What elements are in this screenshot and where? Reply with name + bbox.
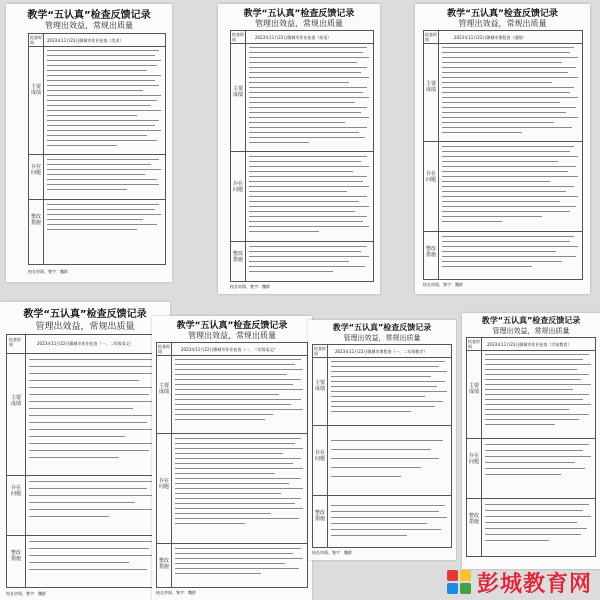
- doc-footer: 校长审阅、签字：魏群: [312, 550, 352, 555]
- doc-table: [312, 344, 452, 548]
- doc-title: 教学“五认真”检查反馈记录: [332, 323, 432, 332]
- section-label-achievements: 主要成绩: [11, 395, 22, 407]
- table-header: 2023年11月22日聊城市作业检查（一、二年级语文）: [181, 347, 278, 352]
- col-header: 检查时间: [9, 337, 21, 347]
- doc-title: 教学“五认真”检查反馈记录: [447, 9, 558, 19]
- document-1: [6, 4, 172, 282]
- table-header: 2023年11月22日聊城市作业检查（学前教育）: [487, 342, 572, 347]
- watermark-text: 彭城教育网: [477, 572, 593, 597]
- table-header: 2023年11月22日聊城市课程查（一、二年级数学）: [335, 349, 428, 354]
- doc-subtitle: 管理出效益，常规出质量: [45, 21, 133, 30]
- document-4: [0, 302, 170, 600]
- doc-title: 教学“五认真”检查反馈记录: [176, 321, 288, 331]
- pengcheng-logo-icon: [447, 570, 473, 596]
- doc-subtitle: 管理出效益，常规出质量: [343, 334, 421, 342]
- col-header: 检查时间: [232, 32, 244, 42]
- section-label-measures: 整改措施: [233, 251, 244, 263]
- doc-table: [423, 30, 583, 280]
- doc-title: 教学“五认真”检查反馈记录: [27, 10, 151, 21]
- section-label-problems: 存在问题: [469, 453, 480, 465]
- col-header: 检查时间: [30, 35, 42, 45]
- col-header: 检查时间: [468, 339, 480, 349]
- doc-table: [156, 342, 308, 588]
- table-header: 2023年11月22日聊城市作业检查（英语）: [255, 35, 332, 40]
- doc-title: 教学“五认真”检查反馈记录: [243, 9, 355, 19]
- document-5: [152, 316, 312, 600]
- section-label-measures: 整改措施: [11, 550, 22, 562]
- doc-table: [28, 33, 166, 265]
- table-header: 2023年11月22日聊城市课程查（道路）: [454, 35, 527, 40]
- document-6: [308, 320, 456, 560]
- doc-table: [466, 337, 596, 557]
- doc-footer: 校长审阅、签字：魏群: [156, 590, 196, 595]
- section-label-measures: 整改措施: [31, 214, 42, 226]
- section-label-achievements: 主要成绩: [31, 84, 42, 96]
- doc-footer: 校长审阅、签字：魏群: [28, 269, 68, 274]
- doc-table: [6, 334, 164, 588]
- section-label-measures: 整改措施: [159, 558, 170, 570]
- section-label-problems: 存在问题: [315, 450, 326, 462]
- doc-title: 教学“五认真”检查反馈记录: [481, 316, 581, 325]
- section-label-problems: 存在问题: [31, 164, 42, 176]
- doc-footer: 校长审阅、签字：魏群: [6, 591, 46, 596]
- doc-subtitle: 管理出效益，常规出质量: [255, 19, 343, 28]
- section-label-measures: 整改措施: [469, 513, 480, 525]
- doc-table: [230, 30, 374, 282]
- doc-title: 教学“五认真”检查反馈记录: [23, 309, 147, 320]
- table-header: 2023年11月22日聊城市作业检查（一、二年级语文）: [37, 341, 134, 346]
- section-label-problems: 存在问题: [159, 478, 170, 490]
- col-header: 检查时间: [158, 344, 170, 354]
- doc-footer: 校长审阅、签字：魏群: [230, 284, 270, 289]
- doc-subtitle: 管理出效益，常规出质量: [492, 327, 570, 335]
- doc-subtitle: 管理出效益，常规出质量: [458, 19, 547, 28]
- site-watermark: [447, 565, 600, 600]
- document-7: [462, 313, 600, 569]
- section-label-problems: 存在问题: [426, 171, 437, 183]
- col-header: 检查时间: [314, 346, 326, 356]
- section-label-measures: 整改措施: [315, 510, 326, 522]
- doc-footer: 校长审阅、签字：魏群: [423, 282, 463, 287]
- section-label-achievements: 主要成绩: [233, 86, 244, 98]
- section-label-problems: 存在问题: [233, 181, 244, 193]
- document-3: [415, 4, 590, 294]
- document-2: [218, 4, 380, 294]
- section-label-measures: 整改措施: [426, 246, 437, 258]
- doc-subtitle: 管理出效益，常规出质量: [188, 331, 276, 340]
- section-label-problems: 存在问题: [11, 485, 22, 497]
- table-header: 2023年11月22日聊城市作业检查（美术）: [47, 38, 124, 43]
- col-header: 检查时间: [425, 32, 437, 42]
- section-label-achievements: 主要成绩: [315, 380, 326, 392]
- section-label-achievements: 主要成绩: [159, 383, 170, 395]
- section-label-achievements: 主要成绩: [426, 81, 437, 93]
- doc-subtitle: 管理出效益，常规出质量: [35, 322, 135, 332]
- section-label-achievements: 主要成绩: [469, 383, 480, 395]
